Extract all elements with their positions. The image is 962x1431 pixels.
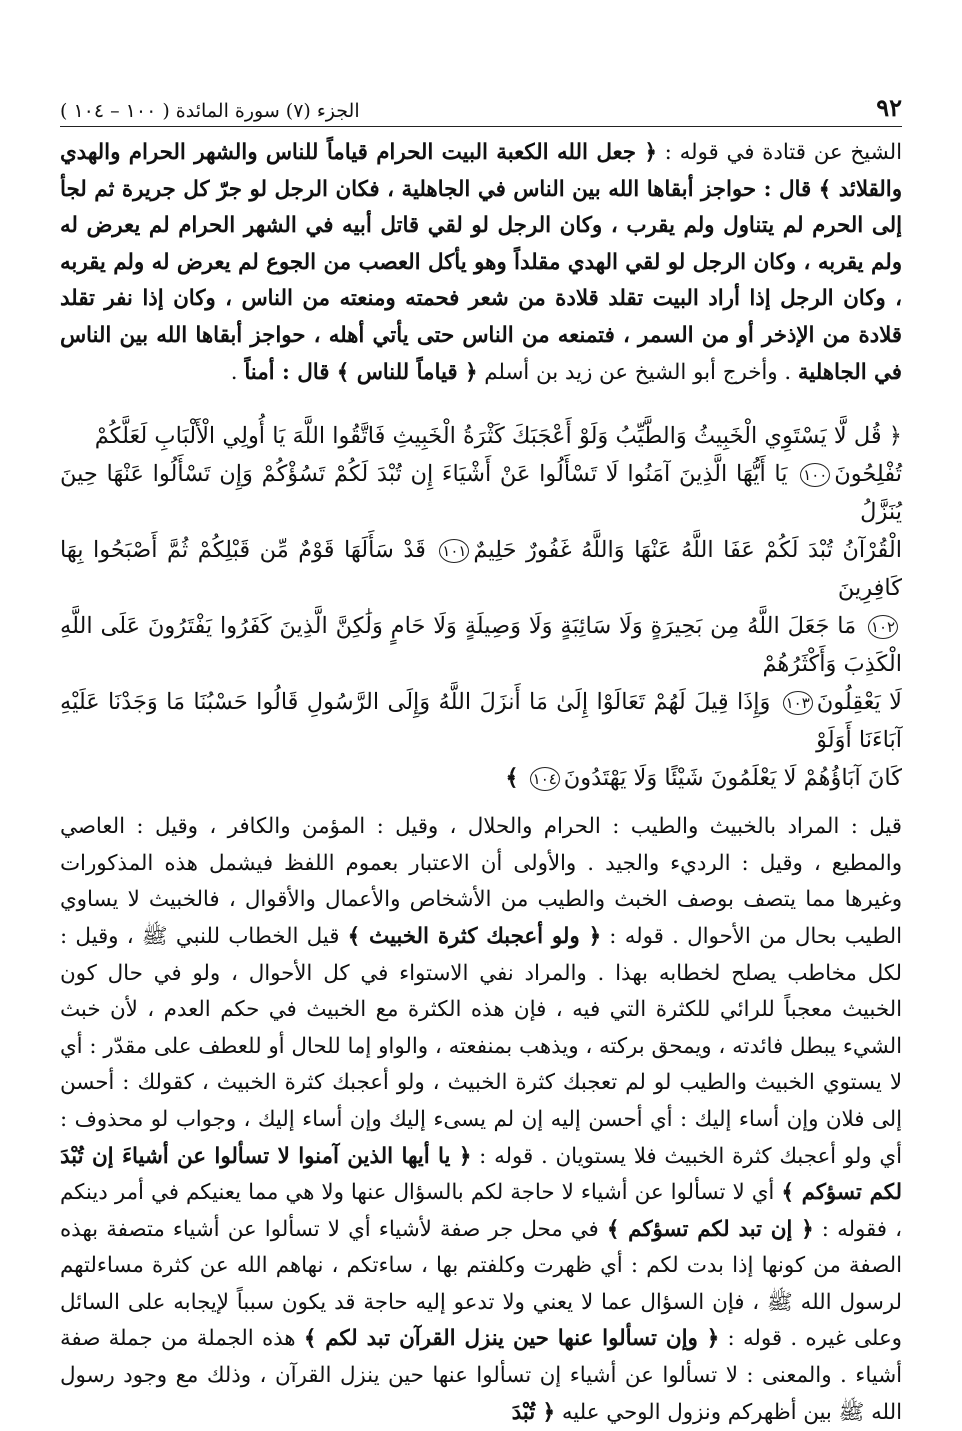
bold-quote: ﴿ ولو أعجبك كثرة الخبيث ﴾ — [347, 923, 602, 949]
verse-text: لَا يَعْقِلُونَ — [816, 689, 902, 716]
verse-line — [60, 455, 902, 531]
verse-text: يَا أَيُّهَا الَّذِينَ آمَنُوا لَا تَسْأَلُوا عَنْ أَشْيَاءَ إِن تُبْدَ لَكُمْ تَسُؤْكُمْ وَإِن تَسْأَلُوا عَنْهَا حِينَ يُنَزَّلُ — [60, 461, 902, 526]
verse-text: قَدْ سَأَلَهَا قَوْمٌ مِّن قَبْلِكُمْ ثُمَّ أَصْبَحُوا بِهَا كَافِرِينَ — [60, 537, 902, 602]
header-rule — [60, 126, 902, 127]
verse-text: كَانَ آبَاؤُهُمْ لَا يَعْلَمُونَ شَيْئًا وَلَا يَهْتَدُونَ — [563, 765, 902, 792]
ayah-number-marker: ١٠٤ — [530, 767, 560, 791]
closing-bracket: ﴾ — [505, 765, 519, 792]
bold-quote: ﴿ إن تبد لكم تسؤكم ﴾ — [606, 1216, 814, 1242]
ayah-number-marker: ١٠٣ — [783, 691, 813, 715]
page-number: ٩٢ — [876, 93, 902, 122]
text-run: قيل الخطاب للنبي ﷺ ، وقيل : لكل مخاطب يصلح لخطابه بهذا . والمراد نفي الاستواء في كل الأحوال ، ولو في حال كون الخبيث معجباً للرائي للكثرة التي فيه ، فإن هذه الكثرة مع الخبيث في حكم العدم ، لأن خبث الشيء يبطل فائدته ، ويمحق بركته ، ويذهب بمنفعته ، والواو إما للحال أو للعطف على مقدّر : أي لا يستوي الخبيث والطيب لو لم تعجبك كثرة الخبيث ، ولو أعجبك كثرة الخبيث ، كقولك : أحسن إلى فلان وإن أساء إليك : أي أحسن إليه إن لم يسىء إليك وإن أساء إليك ، وجواب لو محذوف : أي ولو أعجبك كثرة الخبيث فلا يستويان . قوله : — [60, 923, 902, 1169]
verse-text: تُفْلِحُونَ — [834, 461, 902, 488]
text-run: الشيخ عن قتادة في قوله : — [656, 140, 902, 165]
running-title: الجزء (٧) سورة المائدة ( ١٠٠ – ١٠٤ ) — [60, 100, 360, 122]
ayah-number-marker: ١٠٢ — [868, 615, 898, 639]
text-run: . — [230, 359, 245, 385]
ayah-number-marker: ١٠١ — [439, 539, 469, 563]
verse-line — [60, 759, 902, 797]
document-page — [60, 88, 902, 1431]
verse-line — [60, 417, 902, 455]
text-run: هذه الجملة من جملة صفة أشياء . والمعنى : لا تسألوا عن أشياء إن تسألوا عنها حين ينزل القرآن ، وذلك مع وجود رسول الله ﷺ بين أظهركم ونزول الوحي عليه — [60, 1326, 902, 1425]
verse-text: الْقُرْآنُ تُبْدَ لَكُمْ عَفَا اللَّهُ عَنْهَا وَاللَّهُ غَفُورٌ حَلِيمٌ — [473, 537, 902, 564]
text-run: أي لا تسألوا عن أشياء لا حاجة لكم بالسؤال عنها ولا هي مما يعنيكم في أمر دينكم ، فقوله : — [60, 1180, 902, 1242]
paragraph-commentary — [60, 809, 902, 1431]
text-run: قيل : المراد بالخبيث والطيب : الحرام والحلال ، وقيل : المؤمن والكافر ، وقيل : العاصي والمطيع ، وقيل : الرديء والجيد . والأولى أن الاعتبار بعموم اللفظ فيشمل هذه المذكورات وغيرها مما يتصف بوصف الخبث والطيب من الأشخاص والأعمال والأقوال ، فالخبيث لا يساوي الطيب بحال من الأحوال . قوله : — [60, 814, 902, 949]
paragraph-narration — [60, 135, 902, 391]
bold-quote: ﴿ تُبْدَ — [511, 1399, 556, 1425]
running-header — [60, 88, 902, 122]
verse-line — [60, 607, 902, 683]
verse-line — [60, 683, 902, 759]
ayah-number-marker: ١٠٠ — [800, 463, 830, 487]
text-run: في محل جر صفة لأشياء أي لا تسألوا عن أشياء متصفة بهذه الصفة من كونها إذا بدت لكم : أي ظهرت وكلفتم بها ، ساءتكم ، نهاهم الله عن كثرة مساءلتهم لرسول الله ﷺ ، فإن السؤال عما لا يعني ولا تدعو إليه حاجة قد يكون سبباً لإيجابه على السائل وعلى غيره . قوله : — [60, 1216, 902, 1352]
verse-text: مَا جَعَلَ اللَّهُ مِن بَحِيرَةٍ وَلَا سَائِبَةٍ وَلَا وَصِيلَةٍ وَلَا حَامٍ وَلَٰكِنَّ الَّذِينَ كَفَرُوا يَفْتَرُونَ عَلَى اللَّهِ الْكَذِبَ وَأَكْثَرُهُمْ — [60, 613, 902, 678]
verse-text: ﴿ قُل لَّا يَسْتَوِي الْخَبِيثُ وَالطَّيِّبُ وَلَوْ أَعْجَبَكَ كَثْرَةُ الْخَبِيثِ فَاتَّقُوا اللَّهَ يَا أُولِي الْأَلْبَابِ لَعَلَّكُمْ — [94, 423, 902, 450]
bold-quote: ﴿ جعل الله الكعبة البيت الحرام قياماً للناس والشهر الحرام والهدي والقلائد ﴾ قال : حواجز أبقاها الله بين الناس في الجاهلية ، فكان الرجل لو جرّ كل جريرة ثم لجأ إلى الحرم لم يتناول ولم يقرب ، وكان الرجل لو لقي قاتل أبيه في الشهر الحرام لم يعرض له ولم يقربه ، وكان الرجل لو لقي الهدي مقلداً وهو يأكل العصب من الجوع لم يعرض له ولم يقربه ، وكان الرجل إذا أراد البيت تقلد قلادة من شعر فحمته ومنعته من الناس ، وكان إذا نفر تقلد قلادة من الإذخر أو من السمر ، فتمنعه من الناس حتى يأتي أهله ، حواجز أبقاها الله بين الناس في الجاهلية — [60, 140, 902, 385]
bold-quote: ﴿ وإن تسألوا عنها حين ينزل القرآن تبد لكم ﴾ — [303, 1326, 720, 1352]
quran-verses-block — [60, 417, 902, 797]
bold-quote: ﴿ قياماً للناس ﴾ قال : أمناً — [244, 359, 478, 385]
bold-quote: ﴿ يا أيها الذين آمنوا لا تسألوا عن أشياءَ إن تُبْدَ لكم تسؤكم ﴾ — [60, 1143, 902, 1206]
text-run: . وأخرج أبو الشيخ عن زيد بن أسلم — [477, 359, 798, 385]
verse-text: وَإِذَا قِيلَ لَهُمْ تَعَالَوْا إِلَىٰ مَا أَنزَلَ اللَّهُ وَإِلَى الرَّسُولِ قَالُوا حَسْبُنَا مَا وَجَدْنَا عَلَيْهِ آبَاءَنَا أَوَلَوْ — [60, 689, 902, 754]
verse-line — [60, 531, 902, 607]
